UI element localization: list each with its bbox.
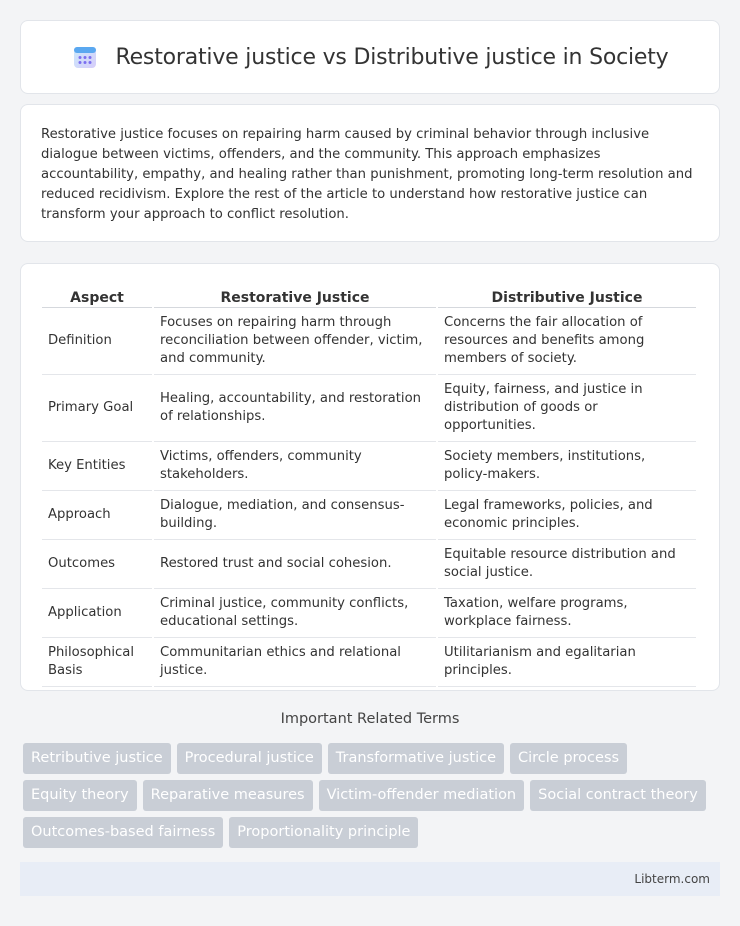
cell-aspect: Key Entities bbox=[42, 442, 152, 491]
table-row bbox=[42, 308, 696, 375]
cell-aspect: Application bbox=[42, 589, 152, 638]
cell-restorative: Restored trust and social cohesion. bbox=[154, 540, 436, 589]
cell-distributive: Legal frameworks, policies, and economic principles. bbox=[438, 491, 696, 540]
cell-distributive: Taxation, welfare programs, workplace fairness. bbox=[438, 589, 696, 638]
cell-restorative: Focuses on repairing harm through reconciliation between offender, victim, and community. bbox=[154, 308, 436, 375]
footer-bar bbox=[20, 862, 720, 896]
cell-restorative: Communitarian ethics and relational justice. bbox=[154, 638, 436, 687]
term-tag[interactable]: Retributive justice bbox=[23, 743, 171, 774]
cell-aspect: Definition bbox=[42, 308, 152, 375]
title-card bbox=[20, 20, 720, 94]
comparison-table bbox=[40, 284, 698, 687]
comparison-card bbox=[20, 263, 720, 691]
cell-restorative: Healing, accountability, and restoration of relationships. bbox=[154, 375, 436, 442]
related-terms-heading: Important Related Terms bbox=[280, 711, 460, 727]
cell-restorative: Victims, offenders, community stakeholders. bbox=[154, 442, 436, 491]
term-tag[interactable]: Transformative justice bbox=[328, 743, 504, 774]
cell-distributive: Equitable resource distribution and social justice. bbox=[438, 540, 696, 589]
cell-distributive: Concerns the fair allocation of resources and benefits among members of society. bbox=[438, 308, 696, 375]
term-tag[interactable]: Social contract theory bbox=[530, 780, 706, 811]
cell-distributive: Equity, fairness, and justice in distribution of goods or opportunities. bbox=[438, 375, 696, 442]
footer-site-link[interactable]: Libterm.com bbox=[634, 872, 710, 886]
table-row bbox=[42, 638, 696, 687]
intro-paragraph: Restorative justice focuses on repairing harm caused by criminal behavior through inclusive dialogue between victims, offenders, and the community. This approach emphasizes accountability, empathy, and healing rather than punishment, promoting long-term resolution and reduced recidivism. Explore the rest of the article to understand how restorative justice can transform your approach to conflict resolution. bbox=[41, 127, 693, 222]
table-row bbox=[42, 540, 696, 589]
cell-restorative: Criminal justice, community conflicts, educational settings. bbox=[154, 589, 436, 638]
header-restorative: Restorative Justice bbox=[154, 284, 436, 308]
term-tag[interactable]: Circle process bbox=[510, 743, 627, 774]
cell-aspect: Outcomes bbox=[42, 540, 152, 589]
related-terms-list bbox=[23, 743, 723, 848]
calendar-grid-icon bbox=[72, 44, 98, 70]
table-row bbox=[42, 442, 696, 491]
term-tag[interactable]: Victim-offender mediation bbox=[319, 780, 525, 811]
table-header-row bbox=[42, 284, 696, 308]
term-tag[interactable]: Proportionality principle bbox=[229, 817, 418, 848]
cell-aspect: Philosophical Basis bbox=[42, 638, 152, 687]
intro-card bbox=[20, 104, 720, 242]
header-distributive: Distributive Justice bbox=[438, 284, 696, 308]
cell-distributive: Utilitarianism and egalitarian principles. bbox=[438, 638, 696, 687]
table-row bbox=[42, 491, 696, 540]
term-tag[interactable]: Equity theory bbox=[23, 780, 137, 811]
term-tag[interactable]: Reparative measures bbox=[143, 780, 313, 811]
cell-aspect: Approach bbox=[42, 491, 152, 540]
term-tag[interactable]: Procedural justice bbox=[177, 743, 322, 774]
page-title: Restorative justice vs Distributive justice in Society bbox=[115, 44, 669, 70]
table-row bbox=[42, 589, 696, 638]
cell-aspect: Primary Goal bbox=[42, 375, 152, 442]
term-tag[interactable]: Outcomes-based fairness bbox=[23, 817, 223, 848]
table-row bbox=[42, 375, 696, 442]
cell-distributive: Society members, institutions, policy-makers. bbox=[438, 442, 696, 491]
cell-restorative: Dialogue, mediation, and consensus-building. bbox=[154, 491, 436, 540]
header-aspect: Aspect bbox=[42, 284, 152, 308]
